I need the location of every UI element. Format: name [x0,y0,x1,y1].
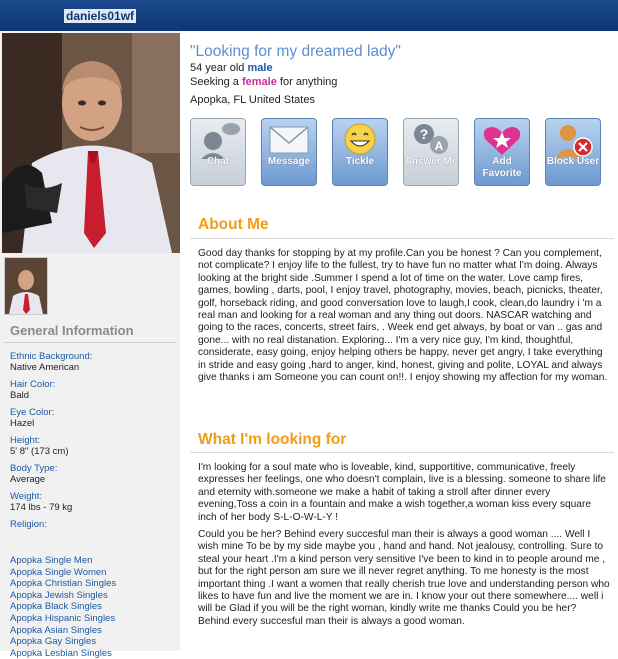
tickle-button[interactable] [332,118,388,186]
divider [190,238,614,239]
gender-text: male [247,62,273,74]
profile-age [190,62,273,75]
field-label: Ethnic Background: [10,351,93,362]
smiley-icon [333,121,387,159]
field-value: Average [10,474,46,485]
general-information-list [10,351,180,536]
city-singles-links [10,555,116,659]
envelope-icon [262,121,316,159]
divider [4,342,176,343]
tickle-label: Tickle [345,156,375,167]
field-label: Weight: [10,491,43,502]
top-bar [0,0,618,31]
profile-headline: "Looking for my dreamed lady" [190,43,401,60]
city-link[interactable]: Apopka Single Men [10,555,93,566]
field-value: Hazel [10,418,35,429]
seeking-gender: female [242,76,277,88]
add-favorite-label: Add Favorite [482,156,522,179]
looking-for-text: I'm looking for a soul mate who is loveable, kind, supportitive, communicative, freely expresses her feelings, one who doesn't complain, live is a blessing. someone to share life and eternity with.someone we make a habit of taking a stroll after dinner every evening,Toss a coin in a fountain and make a wish together,a woman kiss every square inch of her body S-L-O-W-L-Y ! [198,462,606,523]
question-icon [404,121,458,159]
about-me-text: Good day thanks for stopping by at my profile.Can you be honest ? Can you complement, not complicate? I enjoy life to the fullest, try to have fun no matter what I'm doing. Always looking at the bright side .Summer I spend a lot of time on the water. Love camp fires, games, bowling , darts, pool, I enjoy travel, photography, movies, beach, picnicks, theater, golf, horseback riding, and good conversation love to laugh,I cook, clean,do laundry i 'm a real man and looking for a real woman and any thing out doors. NASCAR watching and going to the races, concerts, street fairs, . Week end get always, by boat or van .. gas and gone... with no real distanation. Exploring... I'm a very nice guy, I'm kind, thoughtful, considerate, easy going, enjoy helping others be happy, never get angry, I take everything in stride and easy going ,hard to anger, kind, honest, giving and polite, LOYAL and always give thanks i am Someone you can count on!!. I enjoy showing my affection for my woman. [198,248,608,384]
username-link[interactable]: daniels01wf [66,9,135,23]
seeking-suffix: for anything [279,76,338,88]
profile-seeking [190,76,337,89]
profile-photo[interactable] [2,33,180,253]
general-information-title: General Information [10,323,134,338]
field-value: 5' 8" (173 cm) [10,446,69,457]
message-label: Message [267,156,311,167]
field-label: Eye Color: [10,407,55,418]
svg-text:A: A [434,139,444,153]
heart-star-icon [475,121,529,159]
field-value: Bald [10,390,30,401]
field-value: 174 lbs - 79 kg [10,502,73,513]
looking-for-text-continued: Could you be her? Behind every succesful man their is always a good woman .... Well I wish mine To be by my side maybe you , hand and hand. Not jealousy, controlling. Sure to steal your heart .I'm a kind person very sensitive I've been to kind in to people around me , but for the right person am sure we ill never regret anything. To me honesty is the most important thing .I want a women that really cherish true love and understanding person who likes to have fun and live the moment we are in. I know your out there somewhere.... well i will be Glad if you will be the right woman, kindly write me thanks Could you be her? Behind every succesful man their is always a good woman. [198,529,610,627]
add-favorite-button[interactable] [474,118,530,186]
looking-for-title: What I'm looking for [198,431,347,448]
city-link[interactable]: Apopka Lesbian Singles [10,647,112,659]
svg-text:?: ? [419,126,429,142]
answer-me-label: Answer Me [404,156,458,167]
message-button[interactable] [261,118,317,186]
chat-label: Chat [206,156,230,167]
city-link[interactable]: Apopka Asian Singles [10,624,102,636]
block-user-icon [546,121,600,159]
block-user-button[interactable] [545,118,601,186]
city-link[interactable]: Apopka Hispanic Singles [10,612,116,624]
field-label: Height: [10,435,41,446]
about-me-title: About Me [198,216,269,233]
chat-bubble-icon [191,121,245,159]
city-link[interactable]: Apopka Christian Singles [10,578,117,590]
answer-me-button[interactable] [403,118,459,186]
city-link[interactable]: Apopka Gay Singles [10,636,97,648]
age-text: 54 year old [190,62,245,74]
block-user-label: Block User [546,156,600,167]
field-label: Religion: [10,519,47,530]
field-label: Body Type: [10,463,58,474]
profile-photo-thumbnail[interactable] [4,257,48,315]
divider [190,452,614,453]
city-link[interactable]: Apopka Black Singles [10,601,102,613]
field-value: Native American [10,362,80,373]
city-link[interactable]: Apopka Single Women [10,566,107,578]
chat-button[interactable] [190,118,246,186]
profile-location: Apopka, FL United States [190,94,315,106]
seeking-prefix: Seeking a [190,76,239,88]
sidebar [0,31,180,659]
field-label: Hair Color: [10,379,56,390]
city-link[interactable]: Apopka Jewish Singles [10,589,108,601]
